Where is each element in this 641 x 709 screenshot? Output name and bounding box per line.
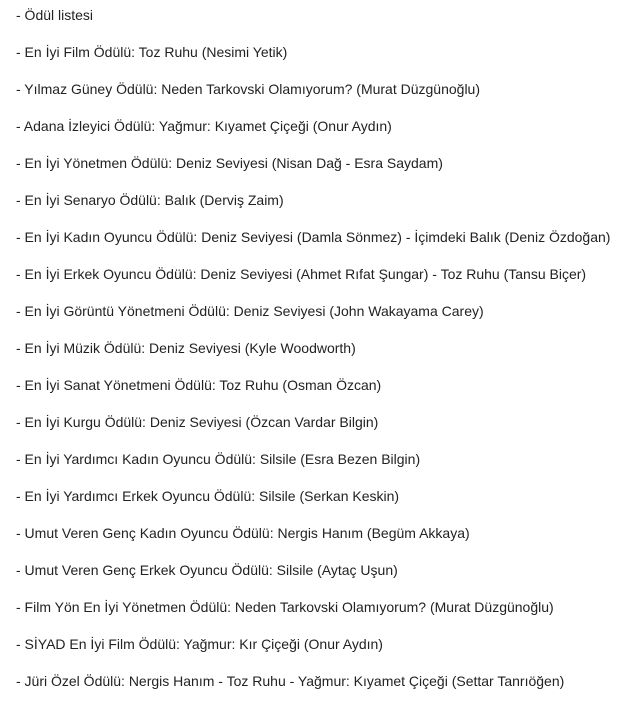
- award-best-cinematography: - En İyi Görüntü Yönetmeni Ödülü: Deniz Seviyesi (John Wakayama Carey): [16, 303, 484, 319]
- award-siyad-best-film: - SİYAD En İyi Film Ödülü: Yağmur: Kır Çiçeği (Onur Aydın): [16, 636, 383, 652]
- award-best-actor: - En İyi Erkek Oyuncu Ödülü: Deniz Seviyesi (Ahmet Rıfat Şungar) - Toz Ruhu (Tansu Biçer): [16, 266, 587, 282]
- award-best-actress: - En İyi Kadın Oyuncu Ödülü: Deniz Seviyesi (Damla Sönmez) - İçimdeki Balık (Deniz Özdoğan): [16, 229, 611, 245]
- award-promising-young-actress: - Umut Veren Genç Kadın Oyuncu Ödülü: Nergis Hanım (Begüm Akkaya): [16, 525, 470, 541]
- award-adana-audience: - Adana İzleyici Ödülü: Yağmur: Kıyamet Çiçeği (Onur Aydın): [16, 118, 392, 134]
- award-best-film: - En İyi Film Ödülü: Toz Ruhu (Nesimi Yetik): [16, 44, 288, 60]
- award-list: [16, 6, 610, 709]
- award-film-yon-best-director: - Film Yön En İyi Yönetmen Ödülü: Neden Tarkovski Olamıyorum? (Murat Düzgünoğlu): [16, 599, 554, 615]
- award-best-editing: - En İyi Kurgu Ödülü: Deniz Seviyesi (Özcan Vardar Bilgin): [16, 414, 379, 430]
- award-best-art-direction: - En İyi Sanat Yönetmeni Ödülü: Toz Ruhu (Osman Özcan): [16, 377, 382, 393]
- award-best-supporting-actress: - En İyi Yardımcı Kadın Oyuncu Ödülü: Silsile (Esra Bezen Bilgin): [16, 451, 421, 467]
- award-yilmaz-guney: - Yılmaz Güney Ödülü: Neden Tarkovski Olamıyorum? (Murat Düzgünoğlu): [16, 81, 481, 97]
- award-best-director: - En İyi Yönetmen Ödülü: Deniz Seviyesi (Nisan Dağ - Esra Saydam): [16, 155, 443, 171]
- award-best-supporting-actor: - En İyi Yardımcı Erkek Oyuncu Ödülü: Silsile (Serkan Keskin): [16, 488, 400, 504]
- award-list-title: - Ödül listesi: [16, 7, 94, 23]
- award-best-screenplay: - En İyi Senaryo Ödülü: Balık (Derviş Zaim): [16, 192, 284, 208]
- award-promising-young-actor: - Umut Veren Genç Erkek Oyuncu Ödülü: Silsile (Aytaç Uşun): [16, 562, 398, 578]
- award-jury-special: - Jüri Özel Ödülü: Nergis Hanım - Toz Ruhu - Yağmur: Kıyamet Çiçeği (Settar Tanrıöğen): [16, 673, 565, 689]
- award-best-music: - En İyi Müzik Ödülü: Deniz Seviyesi (Kyle Woodworth): [16, 340, 356, 356]
